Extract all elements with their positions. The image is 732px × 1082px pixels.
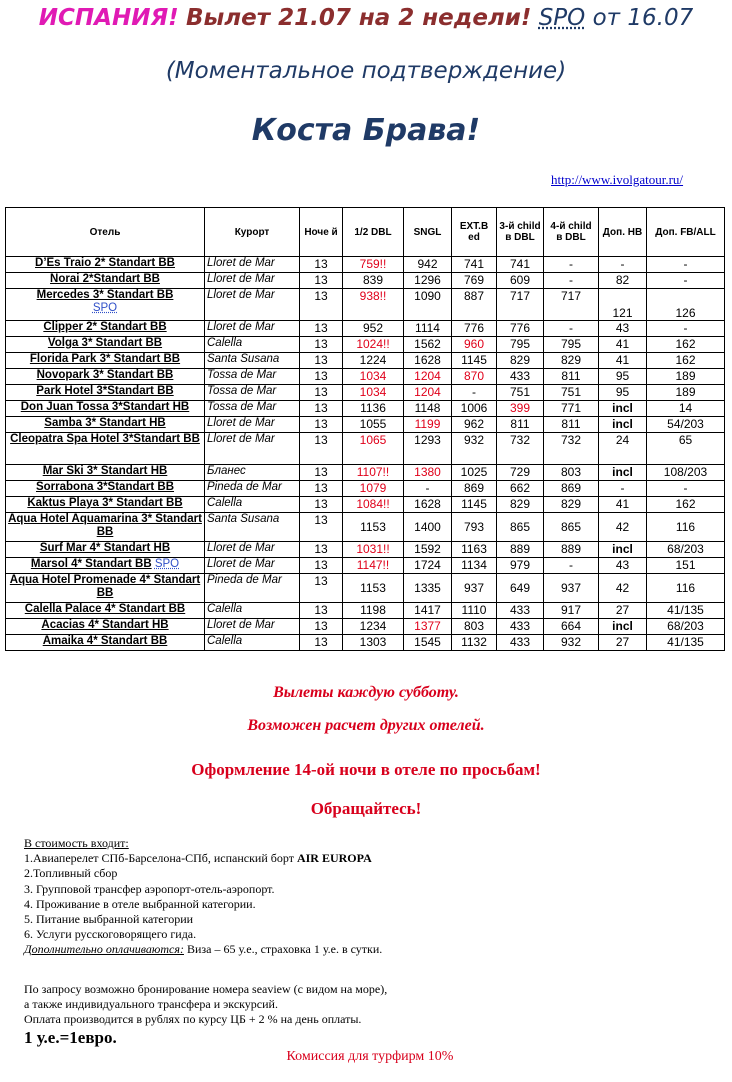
cell-nights: 13 bbox=[300, 401, 343, 417]
price-table bbox=[5, 207, 725, 651]
cell-dbl: 1024!! bbox=[343, 337, 404, 353]
cell-sngl: - bbox=[404, 481, 452, 497]
cell-hotel bbox=[6, 385, 205, 401]
table-row bbox=[6, 433, 725, 465]
cell-hb: 43 bbox=[599, 321, 647, 337]
cell-nights: 13 bbox=[300, 257, 343, 273]
cell-c3: 649 bbox=[497, 574, 544, 603]
cell-resort: Lloret de Mar bbox=[205, 321, 300, 337]
cell-resort: Lloret de Mar bbox=[205, 542, 300, 558]
included-item-1 bbox=[24, 851, 382, 866]
cell-ext: 769 bbox=[452, 273, 497, 289]
hotel-name: Mar Ski 3* Standart HB bbox=[42, 465, 168, 477]
cell-hotel bbox=[6, 513, 205, 542]
country-title: ИСПАНИЯ! bbox=[38, 5, 179, 31]
cell-sngl: 1335 bbox=[404, 574, 452, 603]
cell-ext: 1110 bbox=[452, 603, 497, 619]
cell-sngl: 1377 bbox=[404, 619, 452, 635]
cell-sngl: 1293 bbox=[404, 433, 452, 465]
cell-ext: - bbox=[452, 385, 497, 401]
cell-sngl: 1114 bbox=[404, 321, 452, 337]
cell-dbl: 1234 bbox=[343, 619, 404, 635]
cell-c4: 717 bbox=[544, 289, 599, 321]
cell-c3: 732 bbox=[497, 433, 544, 465]
airline-name: AIR EUROPA bbox=[296, 851, 372, 866]
note-line-1: По запросу возможно бронирование номера seaview (с видом на море), bbox=[24, 982, 388, 996]
cell-nights: 13 bbox=[300, 635, 343, 651]
cell-nights: 13 bbox=[300, 465, 343, 481]
cell-ext: 793 bbox=[452, 513, 497, 542]
cell-resort: Lloret de Mar bbox=[205, 417, 300, 433]
extra-payment-text: Виза – 65 у.е., страховка 1 у.е. в сутки. bbox=[183, 942, 383, 957]
cell-ext: 960 bbox=[452, 337, 497, 353]
header-col-child4: 4-й child в DBL bbox=[544, 208, 599, 257]
cell-hb: 42 bbox=[599, 574, 647, 603]
cell-hb: incl bbox=[599, 417, 647, 433]
cell-ext: 741 bbox=[452, 257, 497, 273]
header-col-child3: 3-й child в DBL bbox=[497, 208, 544, 257]
cell-sngl: 942 bbox=[404, 257, 452, 273]
spo-label[interactable]: SPO bbox=[538, 5, 586, 31]
cell-sngl: 1400 bbox=[404, 513, 452, 542]
cell-hotel bbox=[6, 353, 205, 369]
cell-c4: - bbox=[544, 321, 599, 337]
table-row bbox=[6, 417, 725, 433]
cell-c4: 917 bbox=[544, 603, 599, 619]
cell-dbl: 1065 bbox=[343, 433, 404, 465]
cell-fb: 108/203 bbox=[647, 465, 725, 481]
cell-c3: 776 bbox=[497, 321, 544, 337]
cell-dbl: 1147!! bbox=[343, 558, 404, 574]
cell-fb: 126 bbox=[647, 289, 725, 321]
table-row bbox=[6, 289, 725, 321]
cell-nights: 13 bbox=[300, 574, 343, 603]
cell-fb: 189 bbox=[647, 385, 725, 401]
cell-fb: 68/203 bbox=[647, 619, 725, 635]
cell-fb: 162 bbox=[647, 497, 725, 513]
cell-c3: 829 bbox=[497, 497, 544, 513]
cell-resort: Santa Susana bbox=[205, 353, 300, 369]
cell-fb: 116 bbox=[647, 513, 725, 542]
table-row bbox=[6, 273, 725, 289]
cell-hotel bbox=[6, 321, 205, 337]
cell-dbl: 1224 bbox=[343, 353, 404, 369]
hotel-name: Clipper 2* Standart BB bbox=[43, 321, 167, 333]
cell-sngl: 1545 bbox=[404, 635, 452, 651]
exchange-rate: 1 у.е.=1евро. bbox=[24, 1028, 117, 1047]
cell-sngl: 1148 bbox=[404, 401, 452, 417]
cell-hb: 27 bbox=[599, 635, 647, 651]
cell-fb: - bbox=[647, 257, 725, 273]
header-col-ext-bed: EXT.B ed bbox=[452, 208, 497, 257]
cell-hotel bbox=[6, 481, 205, 497]
cell-hotel bbox=[6, 619, 205, 635]
cell-nights: 13 bbox=[300, 417, 343, 433]
cell-c4: 829 bbox=[544, 497, 599, 513]
cell-hb: incl bbox=[599, 619, 647, 635]
cell-hotel bbox=[6, 401, 205, 417]
page-title bbox=[0, 5, 732, 31]
cell-dbl: 938!! bbox=[343, 289, 404, 321]
cell-resort: Pineda de Mar bbox=[205, 574, 300, 603]
cell-nights: 13 bbox=[300, 433, 343, 465]
included-title: В стоимость входит: bbox=[24, 836, 129, 850]
cell-c4: 865 bbox=[544, 513, 599, 542]
cell-c3: 433 bbox=[497, 619, 544, 635]
hotel-name: Aqua Hotel Aquamarina 3* Standart BB bbox=[8, 513, 202, 538]
cell-c3: 865 bbox=[497, 513, 544, 542]
cell-fb: 14 bbox=[647, 401, 725, 417]
hotel-name: Acacias 4* Standart HB bbox=[41, 619, 169, 631]
website-link[interactable]: http://www.ivolgatour.ru/ bbox=[551, 172, 684, 187]
cell-ext: 1025 bbox=[452, 465, 497, 481]
cell-fb: 54/203 bbox=[647, 417, 725, 433]
included-item-1-text: 1.Авиаперелет СПб-Барселона-СПб, испанский борт bbox=[24, 851, 297, 866]
cell-ext: 1134 bbox=[452, 558, 497, 574]
cell-ext: 1145 bbox=[452, 353, 497, 369]
cell-c4: - bbox=[544, 273, 599, 289]
cell-resort: Бланес bbox=[205, 465, 300, 481]
cell-c4: - bbox=[544, 257, 599, 273]
cell-c4: 732 bbox=[544, 433, 599, 465]
included-section bbox=[24, 836, 382, 958]
table-body bbox=[6, 257, 725, 651]
cell-c4: 869 bbox=[544, 481, 599, 497]
cell-sngl: 1628 bbox=[404, 497, 452, 513]
hotel-name: Kaktus Playa 3* Standart BB bbox=[27, 497, 183, 509]
exchange-rate-text: 1 у.е.=1евро bbox=[24, 1028, 113, 1047]
cell-resort: Tossa de Mar bbox=[205, 385, 300, 401]
cell-hb: 82 bbox=[599, 273, 647, 289]
cell-ext: 887 bbox=[452, 289, 497, 321]
cell-nights: 13 bbox=[300, 273, 343, 289]
cell-nights: 13 bbox=[300, 289, 343, 321]
cell-hb: 41 bbox=[599, 353, 647, 369]
cell-c3: 717 bbox=[497, 289, 544, 321]
hotel-name: Surf Mar 4* Standart HB bbox=[39, 542, 171, 554]
notes-section bbox=[24, 982, 387, 1028]
cell-hotel bbox=[6, 289, 205, 321]
cell-hb: 41 bbox=[599, 337, 647, 353]
cell-dbl: 1031!! bbox=[343, 542, 404, 558]
cell-hb: 42 bbox=[599, 513, 647, 542]
cell-resort: Calella bbox=[205, 603, 300, 619]
cell-nights: 13 bbox=[300, 385, 343, 401]
cell-dbl: 1079 bbox=[343, 481, 404, 497]
cell-resort: Pineda de Mar bbox=[205, 481, 300, 497]
cell-ext: 870 bbox=[452, 369, 497, 385]
cell-hotel bbox=[6, 369, 205, 385]
included-item-4: 4. Проживание в отеле выбранной категории. bbox=[24, 896, 256, 911]
cell-ext: 1145 bbox=[452, 497, 497, 513]
cell-nights: 13 bbox=[300, 497, 343, 513]
cell-hb: 95 bbox=[599, 385, 647, 401]
header-col-resort: Курорт bbox=[205, 208, 300, 257]
hotel-name: Park Hotel 3*Standart BB bbox=[36, 385, 174, 397]
cell-dbl: 1136 bbox=[343, 401, 404, 417]
hotel-name: Norai 2*Standart BB bbox=[50, 273, 160, 285]
cell-dbl: 1153 bbox=[343, 574, 404, 603]
cell-c3: 979 bbox=[497, 558, 544, 574]
cell-hotel bbox=[6, 337, 205, 353]
cell-ext: 803 bbox=[452, 619, 497, 635]
header-col-sngl: SNGL bbox=[404, 208, 452, 257]
table-row bbox=[6, 603, 725, 619]
hotel-name: Sorrabona 3*Standart BB bbox=[35, 481, 175, 493]
other-hotels-notice: Возможен расчет других отелей. bbox=[247, 717, 485, 734]
cell-sngl: 1562 bbox=[404, 337, 452, 353]
table-row bbox=[6, 513, 725, 542]
cell-sngl: 1417 bbox=[404, 603, 452, 619]
cell-c3: 399 bbox=[497, 401, 544, 417]
hotel-name: D’Es Traio 2* Standart BB bbox=[35, 257, 175, 269]
cell-nights: 13 bbox=[300, 542, 343, 558]
cell-c3: 795 bbox=[497, 337, 544, 353]
table-row bbox=[6, 635, 725, 651]
cell-resort: Santa Susana bbox=[205, 513, 300, 542]
cell-fb: - bbox=[647, 321, 725, 337]
cell-sngl: 1204 bbox=[404, 385, 452, 401]
cell-sngl: 1090 bbox=[404, 289, 452, 321]
cell-sngl: 1199 bbox=[404, 417, 452, 433]
table-row bbox=[6, 574, 725, 603]
cell-ext: 776 bbox=[452, 321, 497, 337]
spo-date: от 16.07 bbox=[592, 5, 694, 31]
cell-dbl: 759!! bbox=[343, 257, 404, 273]
table-row bbox=[6, 369, 725, 385]
cell-fb: 162 bbox=[647, 353, 725, 369]
cell-c3: 433 bbox=[497, 603, 544, 619]
cell-resort: Tossa de Mar bbox=[205, 401, 300, 417]
cell-dbl: 1153 bbox=[343, 513, 404, 542]
cell-c4: 771 bbox=[544, 401, 599, 417]
cell-hotel bbox=[6, 433, 205, 465]
cell-c3: 433 bbox=[497, 635, 544, 651]
included-item-2: 2.Топливный сбор bbox=[24, 866, 118, 881]
cell-c3: 609 bbox=[497, 273, 544, 289]
cell-c3: 741 bbox=[497, 257, 544, 273]
hotel-name: Aqua Hotel Promenade 4* Standart BB bbox=[9, 574, 201, 599]
header-col-nights: Ноче й bbox=[300, 208, 343, 257]
cell-ext: 962 bbox=[452, 417, 497, 433]
cell-hotel bbox=[6, 635, 205, 651]
table-row bbox=[6, 497, 725, 513]
table-row bbox=[6, 337, 725, 353]
note-line-2: а также индивидуального трансфера и экскурсий. bbox=[24, 997, 278, 1012]
commission-note: Комиссия для турфирм 10% bbox=[286, 1049, 454, 1064]
cell-c4: 664 bbox=[544, 619, 599, 635]
cell-ext: 1006 bbox=[452, 401, 497, 417]
cell-nights: 13 bbox=[300, 337, 343, 353]
cell-ext: 937 bbox=[452, 574, 497, 603]
cell-c4: 889 bbox=[544, 542, 599, 558]
cell-hotel bbox=[6, 574, 205, 603]
cell-hb: 121 bbox=[599, 289, 647, 321]
hotel-name: Novopark 3* Standart BB bbox=[36, 369, 174, 381]
confirmation-subtitle: (Моментальное подтверждение) bbox=[165, 58, 567, 84]
hotel-name: Don Juan Tossa 3*Standart HB bbox=[20, 401, 190, 413]
cell-hb: incl bbox=[599, 401, 647, 417]
cell-nights: 13 bbox=[300, 603, 343, 619]
cell-nights: 13 bbox=[300, 619, 343, 635]
included-item-3: 3. Групповой трансфер аэропорт-отель-аэропорт. bbox=[24, 881, 275, 896]
table-row bbox=[6, 401, 725, 417]
cell-hb: incl bbox=[599, 542, 647, 558]
cell-resort: Lloret de Mar bbox=[205, 558, 300, 574]
cell-fb: 65 bbox=[647, 433, 725, 465]
cell-resort: Lloret de Mar bbox=[205, 273, 300, 289]
cell-c4: - bbox=[544, 558, 599, 574]
cell-fb: 41/135 bbox=[647, 603, 725, 619]
cell-dbl: 1303 bbox=[343, 635, 404, 651]
table-row bbox=[6, 542, 725, 558]
cell-fb: 162 bbox=[647, 337, 725, 353]
note-line-3: Оплата производится в рублях по курсу ЦБ + 2 % на день оплаты. bbox=[24, 1012, 362, 1027]
spo-link[interactable]: SPO bbox=[92, 302, 118, 314]
cell-hb: 95 bbox=[599, 369, 647, 385]
hotel-name: Calella Palace 4* Standart BB bbox=[24, 603, 186, 615]
cell-resort: Lloret de Mar bbox=[205, 289, 300, 321]
table-row bbox=[6, 619, 725, 635]
hotel-name: Marsol 4* Standart BB bbox=[30, 558, 152, 570]
cell-hb: 27 bbox=[599, 603, 647, 619]
cell-resort: Calella bbox=[205, 635, 300, 651]
cell-dbl: 1084!! bbox=[343, 497, 404, 513]
cell-hotel bbox=[6, 542, 205, 558]
extra-payment bbox=[24, 942, 382, 957]
included-item-6: 6. Услуги русскоговорящего гида. bbox=[24, 927, 197, 942]
table-row bbox=[6, 321, 725, 337]
cell-c3: 889 bbox=[497, 542, 544, 558]
hotel-name: Amaika 4* Standart BB bbox=[42, 635, 168, 647]
cell-nights: 13 bbox=[300, 321, 343, 337]
cell-c4: 937 bbox=[544, 574, 599, 603]
weekly-notice: Вылеты каждую субботу. bbox=[273, 684, 459, 701]
cell-hotel bbox=[6, 558, 205, 574]
cell-dbl: 1034 bbox=[343, 369, 404, 385]
cell-ext: 1163 bbox=[452, 542, 497, 558]
cell-c3: 433 bbox=[497, 369, 544, 385]
cell-c4: 932 bbox=[544, 635, 599, 651]
night14-notice: Оформление 14-ой ночи в отеле по просьбам! bbox=[191, 760, 541, 779]
cell-hotel bbox=[6, 417, 205, 433]
cell-fb: - bbox=[647, 481, 725, 497]
cell-hb: incl bbox=[599, 465, 647, 481]
cell-sngl: 1628 bbox=[404, 353, 452, 369]
cell-hotel bbox=[6, 603, 205, 619]
cell-c4: 829 bbox=[544, 353, 599, 369]
cell-ext: 869 bbox=[452, 481, 497, 497]
cell-hotel bbox=[6, 497, 205, 513]
cell-dbl: 839 bbox=[343, 273, 404, 289]
cell-nights: 13 bbox=[300, 369, 343, 385]
hotel-name: Samba 3* Standart HB bbox=[44, 417, 166, 429]
cell-c3: 729 bbox=[497, 465, 544, 481]
cell-resort: Calella bbox=[205, 337, 300, 353]
contact-notice: Обращайтесь! bbox=[310, 799, 422, 818]
extra-payment-label: Дополнительно оплачиваются: bbox=[24, 942, 184, 957]
cell-dbl: 1198 bbox=[343, 603, 404, 619]
cell-ext: 932 bbox=[452, 433, 497, 465]
cell-hotel bbox=[6, 465, 205, 481]
cell-fb: 116 bbox=[647, 574, 725, 603]
cell-dbl: 1055 bbox=[343, 417, 404, 433]
hotel-name: Mercedes 3* Standart BB bbox=[36, 289, 174, 301]
cell-c4: 751 bbox=[544, 385, 599, 401]
cell-hb: - bbox=[599, 481, 647, 497]
cell-fb: 189 bbox=[647, 369, 725, 385]
cell-c4: 811 bbox=[544, 417, 599, 433]
departure-text: Вылет 21.07 на 2 недели! bbox=[185, 5, 532, 31]
table-row bbox=[6, 385, 725, 401]
cell-c4: 795 bbox=[544, 337, 599, 353]
cell-c3: 811 bbox=[497, 417, 544, 433]
cell-dbl: 952 bbox=[343, 321, 404, 337]
cell-hb: 43 bbox=[599, 558, 647, 574]
cell-c3: 751 bbox=[497, 385, 544, 401]
cell-sngl: 1204 bbox=[404, 369, 452, 385]
table-row bbox=[6, 465, 725, 481]
cell-fb: 151 bbox=[647, 558, 725, 574]
cell-fb: 68/203 bbox=[647, 542, 725, 558]
table-row bbox=[6, 353, 725, 369]
cell-c3: 662 bbox=[497, 481, 544, 497]
cell-fb: - bbox=[647, 273, 725, 289]
cell-hb: 41 bbox=[599, 497, 647, 513]
spo-link[interactable]: SPO bbox=[154, 558, 180, 570]
cell-resort: Lloret de Mar bbox=[205, 433, 300, 465]
cell-resort: Tossa de Mar bbox=[205, 369, 300, 385]
cell-nights: 13 bbox=[300, 513, 343, 542]
cell-hotel bbox=[6, 273, 205, 289]
cell-sngl: 1296 bbox=[404, 273, 452, 289]
cell-c3: 829 bbox=[497, 353, 544, 369]
cell-nights: 13 bbox=[300, 558, 343, 574]
cell-hb: - bbox=[599, 257, 647, 273]
cell-resort: Lloret de Mar bbox=[205, 619, 300, 635]
hotel-name: Cleopatra Spa Hotel 3*Standart BB bbox=[10, 433, 200, 445]
hotel-name: Volga 3* Standart BB bbox=[47, 337, 163, 349]
header-col-hb: Доп. HB bbox=[599, 208, 647, 257]
table-header-row bbox=[6, 208, 725, 257]
hotel-name: Florida Park 3* Standart BB bbox=[29, 353, 181, 365]
included-item-5: 5. Питание выбранной категории bbox=[24, 912, 194, 927]
cell-sngl: 1592 bbox=[404, 542, 452, 558]
cell-ext: 1132 bbox=[452, 635, 497, 651]
cell-sngl: 1380 bbox=[404, 465, 452, 481]
cell-dbl: 1107!! bbox=[343, 465, 404, 481]
cell-nights: 13 bbox=[300, 481, 343, 497]
cell-hb: 24 bbox=[599, 433, 647, 465]
region-title: Коста Брава! bbox=[251, 113, 481, 148]
cell-c4: 803 bbox=[544, 465, 599, 481]
header-col-half-dbl: 1/2 DBL bbox=[343, 208, 404, 257]
cell-resort: Lloret de Mar bbox=[205, 257, 300, 273]
cell-c4: 811 bbox=[544, 369, 599, 385]
cell-resort: Calella bbox=[205, 497, 300, 513]
table-row bbox=[6, 481, 725, 497]
cell-nights: 13 bbox=[300, 353, 343, 369]
table-row bbox=[6, 257, 725, 273]
header-col-hotel: Отель bbox=[6, 208, 205, 257]
cell-sngl: 1724 bbox=[404, 558, 452, 574]
cell-fb: 41/135 bbox=[647, 635, 725, 651]
cell-dbl: 1034 bbox=[343, 385, 404, 401]
table-row bbox=[6, 558, 725, 574]
cell-hotel bbox=[6, 257, 205, 273]
header-col-fb-all: Доп. FB/ALL bbox=[647, 208, 725, 257]
